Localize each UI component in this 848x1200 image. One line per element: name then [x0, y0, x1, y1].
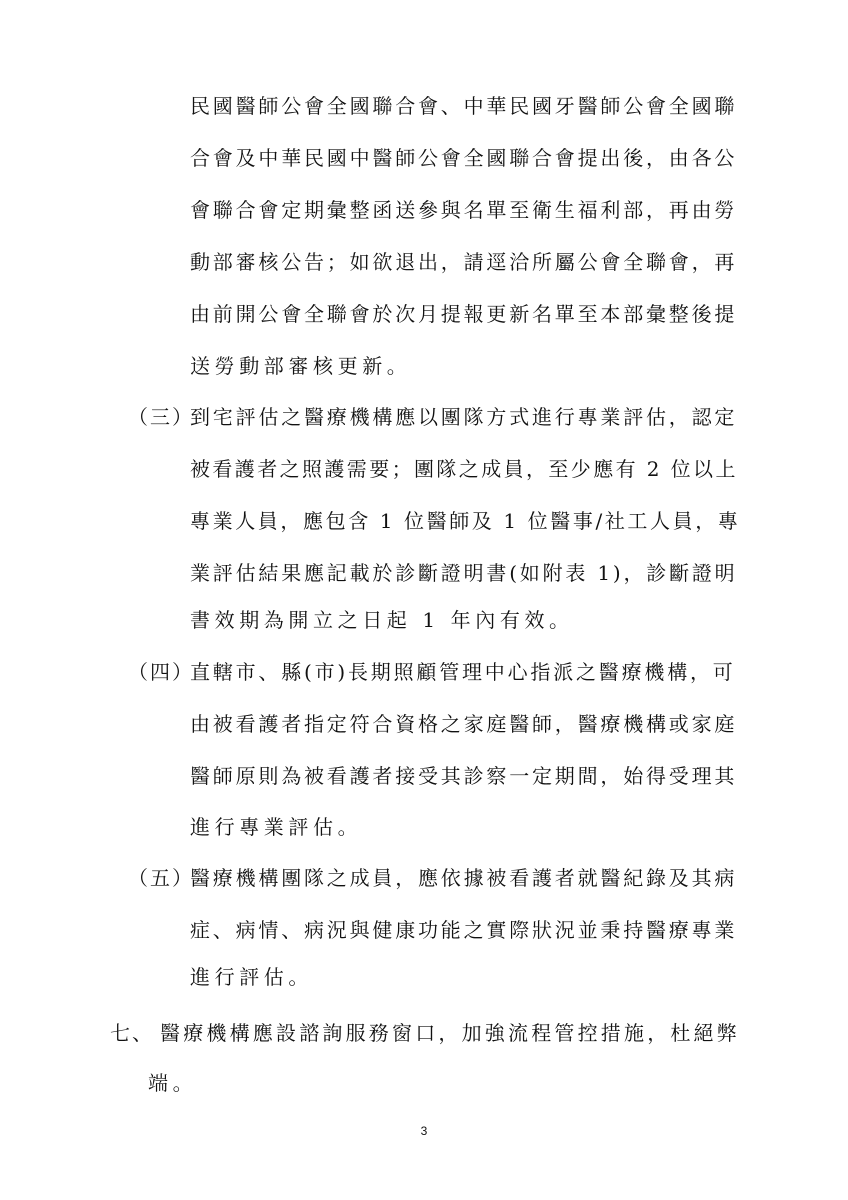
section-label: 七、 [110, 1021, 154, 1045]
text-line: 症、病情、病況與健康功能之實際狀況並秉持醫療專業 [190, 918, 738, 942]
text-line: 由前開公會全聯會於次月提報更新名單至本部彙整後提 [190, 302, 738, 326]
text-line: 醫療機構團隊之成員，應依據被看護者就醫紀錄及其病 [190, 866, 738, 890]
text-line: 送勞動部審核更新。 [190, 354, 412, 378]
text-line: 進行評估。 [190, 965, 313, 989]
text-line: 被看護者之照護需要；團隊之成員，至少應有 2 位以上 [190, 457, 738, 481]
text-line: 端。 [148, 1071, 198, 1095]
text-line: 直轄市、縣(市)長期照顧管理中心指派之醫療機構，可 [190, 660, 736, 684]
text-line: 醫療機構應設諮詢服務窗口，加強流程管控措施，杜絕弊 [160, 1021, 740, 1045]
text-line: 合會及中華民國中醫師公會全國聯合會提出後，由各公 [190, 146, 738, 170]
item-label: （三） [128, 405, 194, 429]
text-line: 進行專業評估。 [190, 815, 363, 839]
item-label: （五） [128, 866, 194, 890]
text-line: 動部審核公告；如欲退出，請逕洽所屬公會全聯會，再 [190, 250, 738, 274]
text-line: 到宅評估之醫療機構應以團隊方式進行專業評估，認定 [190, 405, 738, 429]
text-line: 會聯合會定期彙整函送參與名單至衛生福利部，再由勞 [190, 198, 738, 222]
text-line: 民國醫師公會全國聯合會、中華民國牙醫師公會全國聯 [190, 94, 738, 118]
text-line: 專業人員，應包含 1 位醫師及 1 位醫事/社工人員，專 [190, 509, 741, 533]
text-line: 書效期為開立之日起 1 年內有效。 [190, 608, 574, 632]
text-line: 由被看護者指定符合資格之家庭醫師，醫療機構或家庭 [190, 712, 738, 736]
text-line: 業評估結果應記載於診斷證明書(如附表 1)，診斷證明 [190, 561, 738, 585]
text-line: 醫師原則為被看護者接受其診察一定期間，始得受理其 [190, 764, 738, 788]
page-number: 3 [420, 1124, 428, 1138]
item-label: （四） [128, 660, 194, 684]
